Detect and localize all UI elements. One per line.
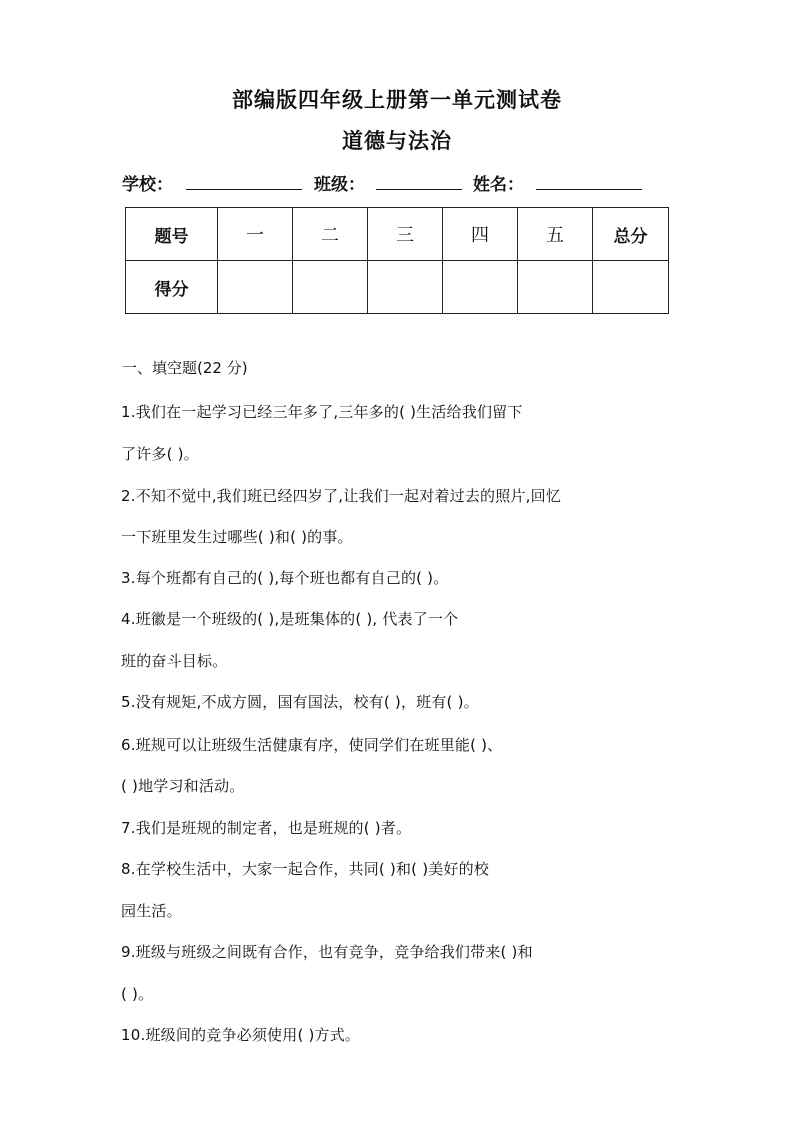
section-1-header: 一	[218, 208, 293, 261]
section-4-header: 四	[443, 208, 518, 261]
score-row-label: 得分	[126, 261, 218, 314]
question-line: 1.我们在一起学习已经三年多了,三年多的( )生活给我们留下	[121, 403, 523, 421]
section-2-header: 二	[293, 208, 368, 261]
school-label: 学校：	[122, 175, 173, 195]
score-cell-5[interactable]	[518, 261, 593, 314]
question-line: 10.班级间的竞争必须使用( )方式。	[121, 1026, 361, 1044]
score-table-score-row	[126, 261, 669, 314]
name-label: 姓名：	[473, 175, 524, 195]
question-number-header: 题号	[126, 208, 218, 261]
question-line: ( )。	[121, 985, 154, 1003]
class-label: 班级：	[314, 175, 365, 195]
question-line: 7.我们是班规的制定者，也是班规的( )者。	[121, 819, 412, 837]
name-blank-line[interactable]	[536, 189, 642, 190]
question-line: 3.每个班都有自己的( ),每个班也都有自己的( )。	[121, 569, 449, 587]
question-line: 班的奋斗目标。	[121, 652, 228, 670]
question-line: 了许多( )。	[121, 445, 199, 463]
section-5-header: 五	[518, 208, 593, 261]
score-cell-4[interactable]	[443, 261, 518, 314]
score-cell-2[interactable]	[293, 261, 368, 314]
score-table-header-row	[126, 208, 669, 261]
score-cell-1[interactable]	[218, 261, 293, 314]
question-line: 一下班里发生过哪些( )和( )的事。	[121, 528, 353, 546]
page-subtitle: 道德与法治	[342, 128, 452, 153]
question-line: 5.没有规矩,不成方圆，国有国法，校有( )，班有( )。	[121, 693, 479, 711]
section-1-title: 一、填空题(22 分)	[122, 359, 248, 377]
total-score-header: 总分	[593, 208, 669, 261]
student-info-row	[122, 168, 682, 196]
question-line: 园生活。	[121, 902, 182, 920]
score-cell-3[interactable]	[368, 261, 443, 314]
class-blank-line[interactable]	[376, 189, 462, 190]
section-3-header: 三	[368, 208, 443, 261]
score-table	[125, 207, 669, 314]
question-line: ( )地学习和活动。	[121, 777, 245, 795]
question-line: 9.班级与班级之间既有合作，也有竞争，竞争给我们带来( )和	[121, 943, 533, 961]
question-line: 8.在学校生活中，大家一起合作，共同( )和( )美好的校	[121, 860, 490, 878]
question-line: 2.不知不觉中,我们班已经四岁了,让我们一起对着过去的照片,回忆	[121, 487, 562, 505]
question-line: 6.班规可以让班级生活健康有序，使同学们在班里能( )、	[121, 736, 503, 754]
page-title: 部编版四年级上册第一单元测试卷	[232, 87, 562, 112]
score-cell-total[interactable]	[593, 261, 669, 314]
question-line: 4.班徽是一个班级的( ),是班集体的( ), 代表了一个	[121, 610, 459, 628]
school-blank-line[interactable]	[186, 189, 302, 190]
